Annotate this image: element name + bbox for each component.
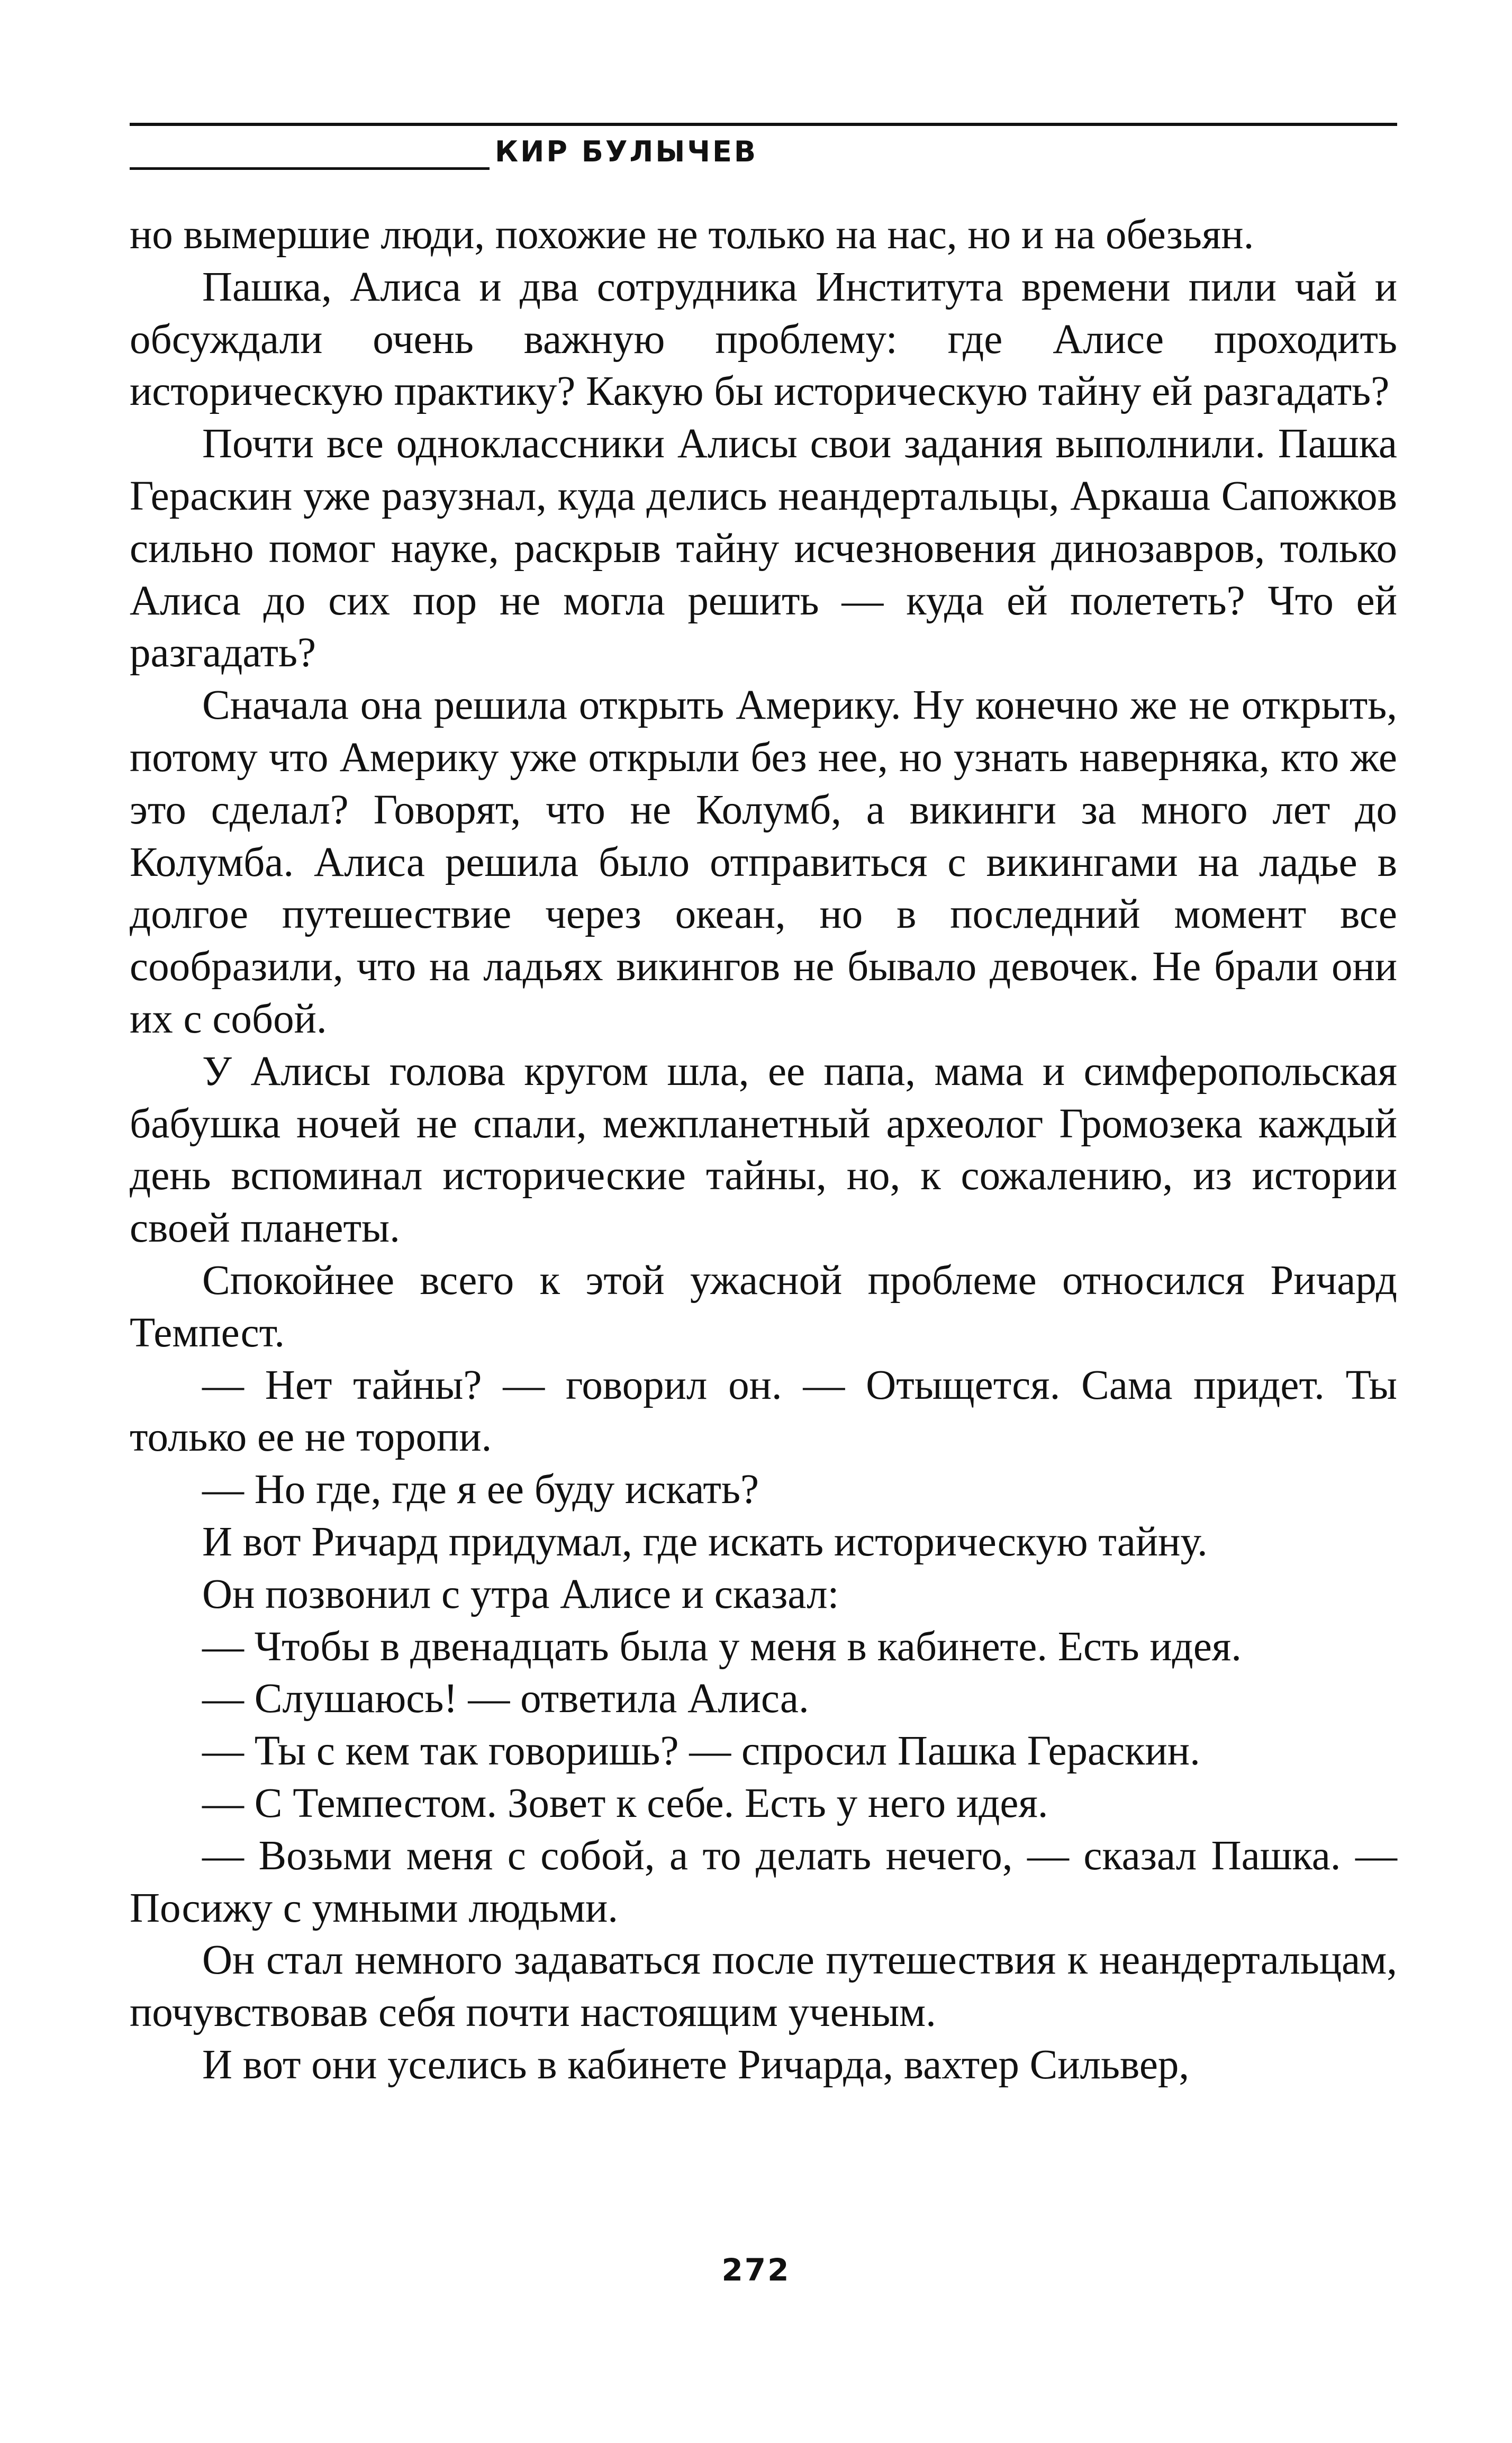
paragraph: У Алисы голова кругом шла, ее папа, мама и симферопольская бабушка ночей не спали, межпланетный археолог Громозека каждый день вспоминал исторические тайны, но, к сожалению, из истории своей планеты. bbox=[130, 1048, 1397, 1252]
paragraph: Сначала она решила открыть Америку. Ну конечно же не открыть, потому что Америку уже открыли без нее, но узнать наверняка, кто же это сделал? Говорят, что не Колумб, а викинги за много лет до Колумба. Алиса решила было отправиться с викингами на ладье в долгое путешествие через океан, но в последний момент все сообразили, что на ладьях викингов не бывало девочек. Не брали они их с собой. bbox=[130, 682, 1397, 1042]
paragraph: Спокойнее всего к этой ужасной проблеме относился Ричард Темпест. bbox=[130, 1257, 1397, 1356]
dialogue-line: — С Темпестом. Зовет к себе. Есть у него идея. bbox=[202, 1780, 1048, 1826]
paragraph: Пашка, Алиса и два сотрудника Института времени пили чай и обсуждали очень важную проблему: где Алисе проходить историческую практику? Какую бы историческую тайну ей разгадать? bbox=[130, 264, 1397, 415]
paragraph: но вымершие люди, похожие не только на нас, но и на обезьян. bbox=[130, 212, 1254, 258]
page-text bbox=[130, 209, 1397, 2092]
dialogue-line: — Чтобы в двенадцать была у меня в кабинете. Есть идея. bbox=[202, 1623, 1242, 1670]
dialogue-line: — Но где, где я ее буду искать? bbox=[202, 1467, 759, 1513]
page-number: 272 bbox=[721, 2252, 791, 2288]
paragraph: Почти все одноклассники Алисы свои задания выполнили. Пашка Гераскин уже разузнал, куда делись неандертальцы, Аркаша Сапожков сильно помог науке, раскрыв тайну исчезновения динозавров, только Алиса до сих пор не могла решить — куда ей полететь? Что ей разгадать? bbox=[130, 421, 1397, 676]
running-header bbox=[130, 135, 1397, 172]
paragraph: Он позвонил с утра Алисе и сказал: bbox=[202, 1571, 839, 1617]
paragraph: И вот они уселись в кабинете Ричарда, вахтер Сильвер, bbox=[202, 2041, 1190, 2088]
dialogue-line: — Возьми меня с собой, а то делать нечего, — сказал Пашка. — Посижу с умными людьми. bbox=[130, 1832, 1397, 1931]
dialogue-line: — Нет тайны? — говорил он. — Отыщется. Сама придет. Ты только ее не торопи. bbox=[130, 1362, 1397, 1461]
paragraph: Он стал немного задаваться после путешествия к неандертальцам, почувствовав себя почти настоящим ученым. bbox=[130, 1937, 1397, 2036]
dialogue-line: — Слушаюсь! — ответила Алиса. bbox=[202, 1676, 809, 1722]
header-top-rule bbox=[130, 123, 1397, 126]
paragraph: И вот Ричард придумал, где искать историческую тайну. bbox=[202, 1518, 1208, 1565]
running-title: КИР БУЛЫЧЕВ bbox=[495, 135, 758, 168]
header-leader-line bbox=[130, 167, 490, 170]
dialogue-line: — Ты с кем так говоришь? — спросил Пашка Гераскин. bbox=[202, 1728, 1200, 1775]
